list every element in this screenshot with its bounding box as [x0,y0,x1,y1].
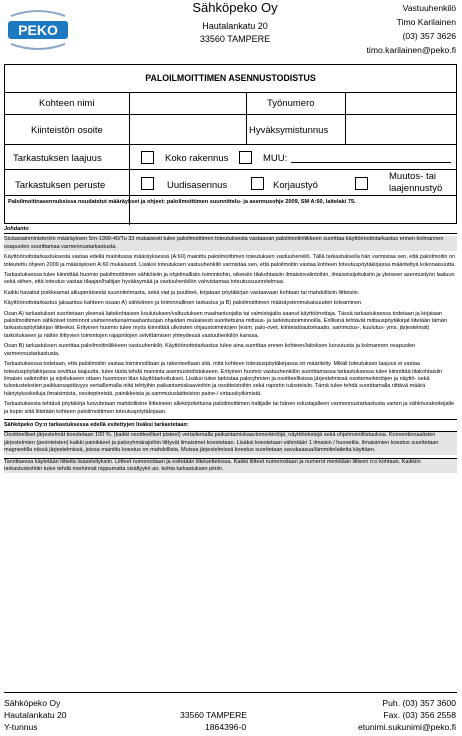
label-muutos: Muutos- tai [389,171,436,182]
company-city: 33560 TAMPERE [199,34,271,44]
contact-name: Timo Karilainen [396,17,456,27]
checkbox-korjaustyo[interactable] [251,177,264,190]
label-korjaustyo: Korjaustyö [273,180,318,191]
footer-ytunnus-label: Y-tunnus [4,722,38,732]
muu-input-line[interactable] [291,162,451,163]
checkbox-uudisasennus[interactable] [141,177,154,190]
footer-divider [4,692,457,693]
checkbox-koko-rakennus[interactable] [141,151,154,164]
contact-phone: (03) 357 3626 [402,31,456,41]
paragraph: Tarvittaessa käytetään liitteitä lisäselvityksiin. Liitteet numeroidaan ja esitetään liiteluettelossa. Kaikki liitteet numeroidaan ja numerot merkitään liitteen n:o kohtaan. Kaikkiin tarkastuskohtiin tulee tehdä merkinnät nippumatta sisältyykö ao. kohta tarkastuksen piiriin. [4,458,457,474]
form-title: PALOILMOITTIMEN ASENNUSTODISTUS [145,73,316,83]
checkbox-muu[interactable] [239,151,252,164]
footer-ytunnus-value: 1864396-0 [205,722,247,732]
regulations-note: Paloilmoitinasennuksissa noudatetut määräykset ja ohjeet: paloilmoittimen suunnittelu- ja asennusohje 2009, SM A:60, laitelaki 75. [8,199,356,205]
paragraph: Kaikki havaitut poikkeamat alkuperäisestä suunnitelmasta, sekä viat ja puutteet, kirjataan pöytäkirjan vastaavaan kohtaan tai mahdollisiin liitteisiin. [4,289,360,296]
footer-city: 33560 TAMPERE [180,710,248,720]
paragraph: Osan B) tarkastuksen suorittaa paloilmoitinliikkeen vastuuhenkilö. Käyttöönottotarkastus tulee aina suorittaa ennen kohteen/laitoksen luovutusta ja kolmannen osapuolen varmennustarkastusta. [4,343,416,357]
document-body [4,226,457,476]
label-uudisasennus: Uudisasennus [167,180,228,191]
paragraph: Tarkastuksessa todetaan, että paloilmoitin vastaa toiminnoiltaan ja rakenteeltaan sitä, mitä kohteen toteutuspöytäkirjassa on määritelty. Mikäli toteutuksen laajuus ei vastaa toteutuspöytäkirjassa sovittua laajuutta, tulee tästä tehdä maininta asennustodistukseen. Erityinen huomio vastuuhenkilön suorittamassa tarkastuksessa tulee kiinnittää tilakohtaisiin ilmaisin valintoihin ja sijoitukseen ottaen huomioon tilan käyttötarkoitukset. Lisäksi tulee tarkistaa paloryhmien ja osoitteellisissa järjestelmissä osoitemerkintöjen ja näyttö- sekä tulostustekstien paikkansapitävyys vertaillemalla niitä tehtyihin paikantamiskaavioihin ja osoitteistoihin sekä raportin tulosteisiin. Tämä tulee tehdä suorittamalla riittävä määrä häiriytyksokeiluja ilmaisimista, osoitepiireistä, painikkeista ja sammutuslaitteiston paine-/ virtauskytkimistä. [4,361,443,397]
contact-email[interactable]: timo.karilainen@peko.fi [366,45,456,55]
footer-fax: Fax. (03) 356 2558 [383,710,456,720]
certificate-form [4,64,457,224]
paragraph: Osan A) tarkastukset suoritetaan yleensä laitekohtaisen koulutuksen/valtuutuksen maahantuojalta tai valmistajalta saanut käyttöönottaja. Tässä tarkastuksessa todetaan ja kirjataan paloilmoittimen sähköiset toiminnot vaimennetuina/maahantuojan ohjeiden mukaisesti suoritettuina mittaus- ja tarkistustoiminnoilla. Erillisinä tehtävät mittauspöytäkirjat liitetään tämän tarkastuspöytäkirjan liitteeksi. Erityinen huomio tulee myös kiinnittää ulkoisten ohjaustoimintojen (esim. palo-ovet, kiinteistöautomaatio, sammutus-, kuulutus- yms. järjestelmät) tarkistukseen ja näihin liittyvien toimintojen rajapintojen selvittämisen yhteydessä vastuuhenkilön kanssa. [4,310,447,339]
label-tarkastuksen-laajuus: Tarkastuksen laajuus [13,153,102,164]
paragraph: Osoitteelliset järjestelmät koestetaan 100 %. (kaikki osoitteelliset pisteet) vertailemalla paikantamiskaaviomerkintöjä, näyttötekstejä sekä ohjelmointilistauksia. Konventionaalisten järjestelmien (perinteisten) kaikki painikkeet ja paloryhmärajoihin liittyvät ilmaisimet koestetaan. Lisäksi koestetaan vähintään 1 ilmaisin / huonetila. Ilmaisimien koestus suoritetaan magneetilla niissä järjestelmissä, joissa mainittu koestus on mahdollista. Muissa järjestelmissä koestus suoritetaan savukaasua/lämmitinlaitetta käyttäen. [4,431,457,454]
paragraph: Tarkastuksessa tulee kiinnittää huomio paloilmoittimen sähköisiin ja ohjelmallisiin toimintoihin, oikeisiin tilakohtaisiin ilmaisinvalintoihin, ilmaisinsijoituksiin ja yleiseen asennustyön laatuun sekä siihen, että toteutus vastaa tilaajan/haltijan hyväksymää ja vastuuhenkilön vahvistamaa toteutussuunnitelmaa. [4,272,455,286]
contact-role: Vastuuhenkilö [402,3,456,13]
svg-text:PEKO: PEKO [18,22,58,38]
peko-logo [5,6,71,54]
label-kiinteiston-osoite: Kiinteistön osoite [31,125,103,136]
company-street: Hautalankatu 20 [202,21,268,31]
label-hyvaksymistunnus: Hyväksymistunnus [249,125,329,136]
heading-johdanto: Johdanto [4,226,457,234]
label-koko-rakennus: Koko rakennus [165,153,229,164]
company-name: Sähköpeko Oy [192,0,278,15]
footer-email[interactable]: etunimi.sukunimi@peko.fi [357,722,456,732]
paragraph: Käyttöönottotarkastuksesta vastaa edellä mainitussa määräyksessä (A:60) mainittu paloilmoittimen toteutuksen vastuuhenkilö. Tällä tarkastuksella hän varmistaa sen, että paloilmoitin on toteutettu ohjeen 2009 ja määräyksen A:60 mukaisesti. Lisäksi toteutuksen vastuuhenkilö varmistaa sen, että paloilmoitin vastaa kohteen toteutuspöytäkirjassa määriteltyä kokonaisuutta. [4,254,456,268]
paragraph: Tarkastuksesta tehtävä pöytäkirja luovutetaan mahdollisine liitteineen allekirjoitettuina paloilmoittimen haltijalle tai hänen edustajalleen varmennustarkastusta varten ja sähköurakoitsijalle ja kopio siitä liitetään kohteen paloilmoittimen toteutuspöytäkirjaan. [4,401,455,415]
checkbox-muutos[interactable] [355,177,368,190]
paragraph: Käyttöönottotarkastus jakaantuu kahteen osaan A) sähköinen ja toiminnallinen tarkastus ja B) paloilmoittimen määräystenmukaisuuden toteaminen. [4,300,363,307]
footer-phone: Puh. (03) 357 3600 [382,698,456,708]
label-kohteen-nimi: Kohteen nimi [39,98,95,109]
footer-street: Hautalankatu 20 [4,710,67,720]
label-tyonumero: Työnumero [267,98,315,109]
label-muu: MUU: [263,153,288,164]
label-laajennustyo: laajennustyö [389,183,443,194]
section-title: Sähköpeko Oy:n tarkastuksessa edellä esitettyjen lisäksi tarkastetaan: [4,419,457,429]
paragraph: Sisäasiainministeriön määräyksen Sm-1999-40/Tu 33 mukaisesti tulee paloilmoittimen toteutuksesta vastaavan paloilmoitinliikkeen suorittaa käyttöönottotarkastus ennen kolmannen osapuolen suorittamaa varmennustarkastusta. [4,236,457,251]
footer-company: Sähköpeko Oy [4,698,61,708]
label-tarkastuksen-peruste: Tarkastuksen peruste [15,180,106,191]
